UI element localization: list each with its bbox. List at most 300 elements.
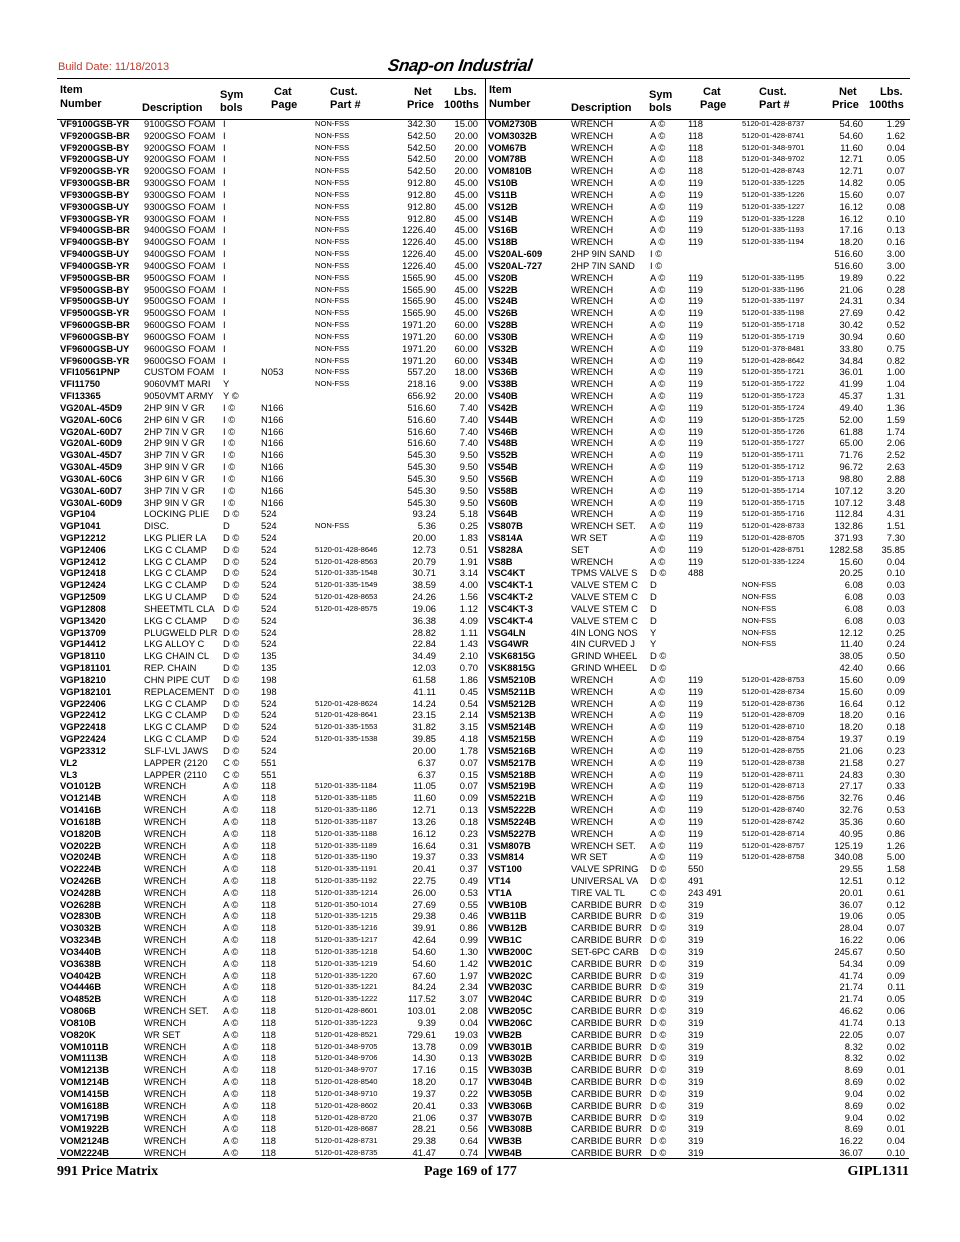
- header-item: Item: [60, 84, 83, 96]
- symbols: A ©: [650, 212, 666, 224]
- customer-part: 5120-01-428-8521: [315, 1029, 378, 1039]
- catalog-page: 319: [688, 1076, 704, 1088]
- net-price: 12.71: [839, 165, 863, 177]
- table-row: [485, 603, 909, 615]
- item-number: VF9200GSB-BY: [60, 141, 130, 153]
- page-number: Page 169 of 177: [424, 1164, 517, 1179]
- net-price: 17.16: [412, 1064, 436, 1076]
- item-number: VWB205C: [488, 1005, 533, 1017]
- weight-lbs: 4.31: [886, 508, 905, 520]
- weight-lbs: 60.00: [454, 342, 478, 354]
- symbols: A ©: [650, 449, 666, 461]
- symbols: D ©: [223, 567, 240, 579]
- weight-lbs: 9.50: [459, 472, 478, 484]
- symbols: A ©: [650, 342, 666, 354]
- symbols: I: [223, 188, 226, 200]
- description: WRENCH: [144, 1016, 187, 1028]
- weight-lbs: 20.00: [454, 141, 478, 153]
- table-row: [485, 497, 909, 509]
- weight-lbs: 0.51: [459, 543, 478, 555]
- net-price: 14.30: [412, 1052, 436, 1064]
- symbols: D ©: [223, 614, 240, 626]
- symbols: D ©: [650, 945, 667, 957]
- table-row: [57, 662, 485, 674]
- description: WRENCH: [571, 177, 614, 189]
- weight-lbs: 0.07: [459, 756, 478, 768]
- symbols: D ©: [223, 721, 240, 733]
- table-row: [485, 248, 909, 260]
- item-number: VGP182101: [60, 685, 112, 697]
- net-price: 912.80: [407, 177, 436, 189]
- description: REP. CHAIN: [144, 662, 197, 674]
- table-row: [57, 792, 485, 804]
- catalog-page: 491: [688, 875, 704, 886]
- table-row: [57, 142, 485, 154]
- weight-lbs: 0.64: [459, 1135, 478, 1147]
- symbols: Y: [223, 378, 230, 390]
- weight-lbs: 0.25: [886, 626, 905, 638]
- net-price: 912.80: [407, 212, 436, 224]
- description: VALVE STEM C: [571, 579, 638, 591]
- customer-part: 5120-01-335-1186: [315, 805, 377, 815]
- item-number: VSC4KT-4: [488, 614, 533, 626]
- catalog-page: 118: [261, 886, 276, 898]
- net-price: 542.50: [407, 141, 436, 153]
- customer-part: 5120-01-428-8705: [742, 532, 805, 542]
- customer-part: 5120-01-428-8601: [315, 1006, 378, 1016]
- net-price: 16.12: [412, 827, 436, 839]
- table-row: [57, 343, 485, 355]
- item-number: VOM67B: [488, 141, 527, 153]
- description: WRENCH: [571, 709, 614, 721]
- catalog-page: 119: [688, 697, 703, 709]
- weight-lbs: 20.00: [454, 165, 478, 177]
- description: GRIND WHEEL: [571, 650, 638, 662]
- item-number: VF9600GSB-YR: [60, 354, 130, 366]
- description: WRENCH SET.: [571, 839, 636, 851]
- description: VALVE STEM C: [571, 614, 638, 626]
- symbols: I ©: [223, 484, 236, 496]
- symbols: D ©: [650, 1135, 667, 1147]
- item-number: VF9200GSB-YR: [60, 165, 130, 177]
- catalog-page: 198: [261, 685, 277, 697]
- item-number: VWB1C: [488, 934, 522, 946]
- net-price: 41.74: [839, 1016, 863, 1028]
- item-number: VSM5224B: [488, 815, 536, 827]
- customer-part: 5120-01-428-8710: [742, 722, 805, 732]
- customer-part: NON-FSS: [742, 615, 777, 625]
- net-price: 26.00: [412, 886, 436, 898]
- customer-part: 5120-01-355-1727: [742, 438, 805, 448]
- description: WRENCH: [144, 969, 187, 981]
- header-part: Part #: [330, 99, 361, 111]
- table-row: [57, 674, 485, 686]
- customer-part: 5120-01-335-1185: [315, 793, 377, 803]
- symbols: D ©: [223, 697, 240, 709]
- description: CARBIDE BURR: [571, 1064, 642, 1076]
- weight-lbs: 19.03: [454, 1028, 478, 1040]
- catalog-page: 319: [688, 1040, 704, 1052]
- net-price: 40.95: [839, 827, 863, 839]
- net-price: 41.99: [839, 378, 863, 390]
- symbols: A ©: [223, 1064, 239, 1076]
- table-row: [485, 1088, 909, 1100]
- item-number: VG20AL-60D7: [60, 425, 123, 437]
- symbols: D ©: [650, 1147, 667, 1159]
- header-price: Price: [832, 99, 859, 111]
- description: WRENCH: [571, 827, 614, 839]
- item-number: VS8B: [488, 555, 513, 567]
- item-number: VO1820B: [60, 827, 102, 839]
- customer-part: 5120-01-428-8755: [742, 745, 805, 755]
- table-row: [57, 153, 485, 165]
- net-price: 729.61: [407, 1028, 436, 1040]
- description: LKG C CLAMP: [144, 709, 208, 721]
- customer-part: NON-FSS: [315, 367, 350, 377]
- item-number: VSM5214B: [488, 721, 536, 733]
- symbols: I: [223, 295, 226, 307]
- item-number: VO820K: [60, 1028, 96, 1040]
- item-number: VG30AL-60D9: [60, 496, 123, 508]
- description: CARBIDE BURR: [571, 1147, 642, 1159]
- net-price: 42.40: [839, 662, 863, 674]
- net-price: 41.47: [412, 1147, 436, 1159]
- symbols: I: [223, 330, 226, 342]
- description: 2HP 9IN SAND: [571, 248, 635, 260]
- table-row: [485, 804, 909, 816]
- weight-lbs: 45.00: [454, 248, 478, 260]
- weight-lbs: 0.13: [459, 804, 478, 816]
- header-description: Description: [142, 102, 203, 114]
- description: WR SET: [571, 851, 608, 863]
- weight-lbs: 0.07: [886, 922, 905, 934]
- catalog-page: 119: [688, 401, 703, 413]
- weight-lbs: 7.40: [459, 401, 478, 413]
- description: LKG PLIER LA: [144, 531, 207, 543]
- net-price: 36.07: [839, 898, 863, 910]
- item-number: VL2: [60, 756, 78, 768]
- customer-part: 5120-01-348-9701: [742, 142, 805, 152]
- description: WRENCH: [571, 413, 614, 425]
- weight-lbs: 60.00: [454, 354, 478, 366]
- item-number: VS60B: [488, 496, 518, 508]
- table-row: [485, 662, 909, 674]
- net-price: 912.80: [407, 188, 436, 200]
- weight-lbs: 15.00: [454, 118, 478, 129]
- weight-lbs: 0.12: [886, 898, 905, 910]
- table-row: [485, 556, 909, 568]
- item-number: VF9300GSB-UY: [60, 200, 130, 212]
- description: 9300GSO FOAM: [144, 188, 216, 200]
- customer-part: 5120-01-428-8687: [315, 1124, 378, 1134]
- table-row: [485, 1017, 909, 1029]
- net-price: 39.91: [412, 922, 436, 934]
- net-price: 24.31: [839, 295, 863, 307]
- description: LKG C CLAMP: [144, 721, 208, 733]
- item-number: VO1618B: [60, 815, 102, 827]
- catalog-page: N053: [261, 366, 284, 378]
- weight-lbs: 0.56: [459, 1123, 478, 1135]
- description: WRENCH: [144, 875, 187, 886]
- weight-lbs: 2.10: [459, 650, 478, 662]
- catalog-page: 118: [261, 1099, 276, 1111]
- weight-lbs: 2.34: [459, 981, 478, 993]
- symbols: A ©: [223, 957, 239, 969]
- weight-lbs: 0.09: [886, 969, 905, 981]
- item-number: VSM5215B: [488, 733, 536, 745]
- symbols: A ©: [650, 390, 666, 402]
- description: LKG C CLAMP: [144, 567, 208, 579]
- catalog-page: 119: [688, 461, 703, 473]
- weight-lbs: 0.13: [886, 1016, 905, 1028]
- description: CARBIDE BURR: [571, 957, 642, 969]
- weight-lbs: 3.00: [886, 248, 905, 260]
- net-price: 54.60: [839, 129, 863, 141]
- item-number: VWB307B: [488, 1111, 533, 1123]
- table-row: [57, 769, 485, 781]
- description: LOCKING PLIE: [144, 508, 210, 520]
- customer-part: 5120-01-355-1725: [742, 414, 805, 424]
- symbols: A ©: [650, 141, 666, 153]
- net-price: 54.60: [839, 118, 863, 129]
- table-row: [57, 1052, 485, 1064]
- weight-lbs: 3.00: [886, 259, 905, 271]
- net-price: 22.05: [839, 1028, 863, 1040]
- description: WRENCH: [571, 733, 614, 745]
- item-number: VS42B: [488, 401, 518, 413]
- catalog-page: 319: [688, 945, 704, 957]
- net-price: 61.88: [839, 425, 863, 437]
- symbols: D ©: [223, 685, 240, 697]
- table-row: [57, 804, 485, 816]
- item-number: VOM1719B: [60, 1111, 109, 1123]
- description: WR SET: [144, 1028, 181, 1040]
- customer-part: 5120-01-428-8751: [742, 544, 805, 554]
- catalog-page: 118: [261, 945, 276, 957]
- catalog-page: 119: [688, 673, 703, 685]
- symbols: A ©: [223, 1099, 239, 1111]
- weight-lbs: 0.04: [886, 1135, 905, 1147]
- page-footer: [57, 1158, 909, 1187]
- header-number: Number: [60, 98, 102, 110]
- header-sym: Sym: [220, 89, 244, 101]
- customer-part: 5120-01-355-1712: [742, 462, 805, 472]
- table-row: [57, 414, 485, 426]
- item-number: VWB304B: [488, 1076, 533, 1088]
- table-row: [57, 1041, 485, 1053]
- description: WRENCH: [144, 898, 187, 910]
- weight-lbs: 1.83: [459, 531, 478, 543]
- weight-lbs: 9.50: [459, 449, 478, 461]
- catalog-page: 319: [688, 910, 704, 922]
- net-price: 21.06: [839, 744, 863, 756]
- symbols: D ©: [650, 1123, 667, 1135]
- description: WRENCH: [571, 224, 614, 236]
- symbols: D ©: [223, 638, 240, 650]
- customer-part: 5120-01-428-8742: [742, 816, 805, 826]
- item-number: VGP13420: [60, 614, 106, 626]
- table-row: [57, 816, 485, 828]
- catalog-page: 119: [688, 756, 703, 768]
- description: WRENCH: [571, 165, 614, 177]
- catalog-page: 118: [261, 851, 276, 863]
- table-row: [485, 153, 909, 165]
- customer-part: 5120-01-335-1217: [315, 935, 378, 945]
- symbols: A ©: [223, 1016, 239, 1028]
- description: CARBIDE BURR: [571, 1076, 642, 1088]
- net-price: 21.06: [412, 1111, 436, 1123]
- description: WRENCH SET.: [144, 1005, 209, 1017]
- description: CARBIDE BURR: [571, 934, 642, 946]
- net-price: 96.72: [839, 461, 863, 473]
- net-price: 36.07: [839, 1147, 863, 1159]
- weight-lbs: 1.91: [459, 555, 478, 567]
- catalog-page: 118: [261, 910, 276, 922]
- symbols: D ©: [650, 567, 667, 579]
- description: WRENCH: [144, 910, 187, 922]
- symbols: A ©: [650, 555, 666, 567]
- net-price: 18.20: [839, 709, 863, 721]
- item-number: VWB3B: [488, 1135, 522, 1147]
- description: CARBIDE BURR: [571, 1123, 642, 1135]
- description: VALVE SPRING: [571, 863, 639, 875]
- table-row: [57, 993, 485, 1005]
- net-price: 20.01: [839, 886, 863, 898]
- net-price: 1226.40: [402, 224, 436, 236]
- catalog-page: 119: [688, 721, 703, 733]
- net-price: 71.76: [839, 449, 863, 461]
- weight-lbs: 1.74: [886, 425, 905, 437]
- catalog-page: N166: [261, 425, 284, 437]
- item-number: VSM5213B: [488, 709, 536, 721]
- item-number: VGP12424: [60, 579, 106, 591]
- item-number: VWB302B: [488, 1052, 533, 1064]
- symbols: C ©: [223, 756, 240, 768]
- item-number: VGP104: [60, 508, 96, 520]
- description: WRENCH: [571, 319, 614, 331]
- weight-lbs: 45.00: [454, 236, 478, 248]
- weight-lbs: 0.15: [459, 1064, 478, 1076]
- symbols: A ©: [650, 543, 666, 555]
- customer-part: 5120-01-335-1218: [315, 946, 378, 956]
- table-row: [485, 355, 909, 367]
- symbols: A ©: [650, 378, 666, 390]
- description: CARBIDE BURR: [571, 1005, 642, 1017]
- net-price: 107.12: [834, 484, 863, 496]
- description: CARBIDE BURR: [571, 1135, 642, 1147]
- symbols: D ©: [650, 957, 667, 969]
- description: LKG C CLAMP: [144, 614, 208, 626]
- catalog-page: 118: [688, 118, 703, 129]
- table-row: [57, 958, 485, 970]
- symbols: A ©: [650, 177, 666, 189]
- net-price: 656.92: [407, 390, 436, 402]
- table-row: [57, 721, 485, 733]
- item-number: VWB201C: [488, 957, 533, 969]
- item-number: VO2426B: [60, 875, 102, 886]
- symbols: D ©: [223, 650, 240, 662]
- symbols: A ©: [223, 922, 239, 934]
- catalog-page: 319: [688, 1135, 704, 1147]
- catalog-page: 135: [261, 662, 277, 674]
- symbols: D: [650, 579, 657, 591]
- catalog-page: 118: [688, 129, 703, 141]
- table-row: [485, 840, 909, 852]
- catalog-page: 524: [261, 531, 277, 543]
- net-price: 218.16: [407, 378, 436, 390]
- item-number: VWB11B: [488, 910, 527, 922]
- symbols: D ©: [650, 662, 667, 674]
- weight-lbs: 0.60: [886, 330, 905, 342]
- item-number: VWB200C: [488, 945, 533, 957]
- net-price: 20.00: [412, 744, 436, 756]
- net-price: 545.30: [407, 484, 436, 496]
- item-number: VF9100GSB-YR: [60, 118, 130, 129]
- price-table-left: [57, 118, 485, 1159]
- description: WRENCH: [571, 236, 614, 248]
- weight-lbs: 0.05: [886, 910, 905, 922]
- header-bols: bols: [649, 102, 672, 114]
- net-price: 6.37: [417, 768, 436, 780]
- net-price: 98.80: [839, 472, 863, 484]
- weight-lbs: 0.50: [886, 945, 905, 957]
- catalog-page: 119: [688, 437, 703, 449]
- customer-part: 5120-01-355-1716: [742, 509, 805, 519]
- customer-part: NON-FSS: [315, 119, 350, 128]
- item-number: VGP12418: [60, 567, 106, 579]
- table-row: [57, 355, 485, 367]
- description: CARBIDE BURR: [571, 922, 642, 934]
- description: WRENCH: [144, 863, 187, 875]
- header-lbs: Lbs.: [880, 86, 903, 98]
- description: 9200GSO FOAM: [144, 141, 216, 153]
- description: 9300GSO FOAM: [144, 200, 216, 212]
- item-number: VWB2B: [488, 1028, 522, 1040]
- symbols: A ©: [650, 224, 666, 236]
- symbols: A ©: [650, 685, 666, 697]
- net-price: 19.06: [839, 910, 863, 922]
- item-number: VSM5221B: [488, 792, 536, 804]
- net-price: 21.74: [839, 981, 863, 993]
- catalog-page: 524: [261, 520, 277, 532]
- net-price: 93.24: [412, 508, 436, 520]
- description: 9400GSO FOAM: [144, 224, 216, 236]
- symbols: A ©: [650, 768, 666, 780]
- description: WRENCH: [144, 1064, 187, 1076]
- net-price: 19.37: [412, 851, 436, 863]
- symbols: A ©: [650, 531, 666, 543]
- table-row: [485, 1064, 909, 1076]
- net-price: 24.83: [839, 768, 863, 780]
- net-price: 1971.20: [402, 342, 436, 354]
- net-price: 103.01: [407, 1005, 436, 1017]
- table-row: [57, 1076, 485, 1088]
- description: WRENCH: [571, 721, 614, 733]
- description: 2HP 9IN V GR: [144, 437, 205, 449]
- description: WRENCH: [571, 804, 614, 816]
- customer-part: NON-FSS: [315, 166, 350, 176]
- item-number: VSM5219B: [488, 780, 536, 792]
- table-row: [57, 757, 485, 769]
- symbols: D: [650, 614, 657, 626]
- table-row: [485, 307, 909, 319]
- customer-part: 5120-01-335-1197: [742, 296, 804, 306]
- table-row: [57, 1135, 485, 1147]
- table-row: [485, 130, 909, 142]
- weight-lbs: 0.18: [459, 815, 478, 827]
- table-row: [57, 130, 485, 142]
- catalog-page: 118: [261, 863, 276, 875]
